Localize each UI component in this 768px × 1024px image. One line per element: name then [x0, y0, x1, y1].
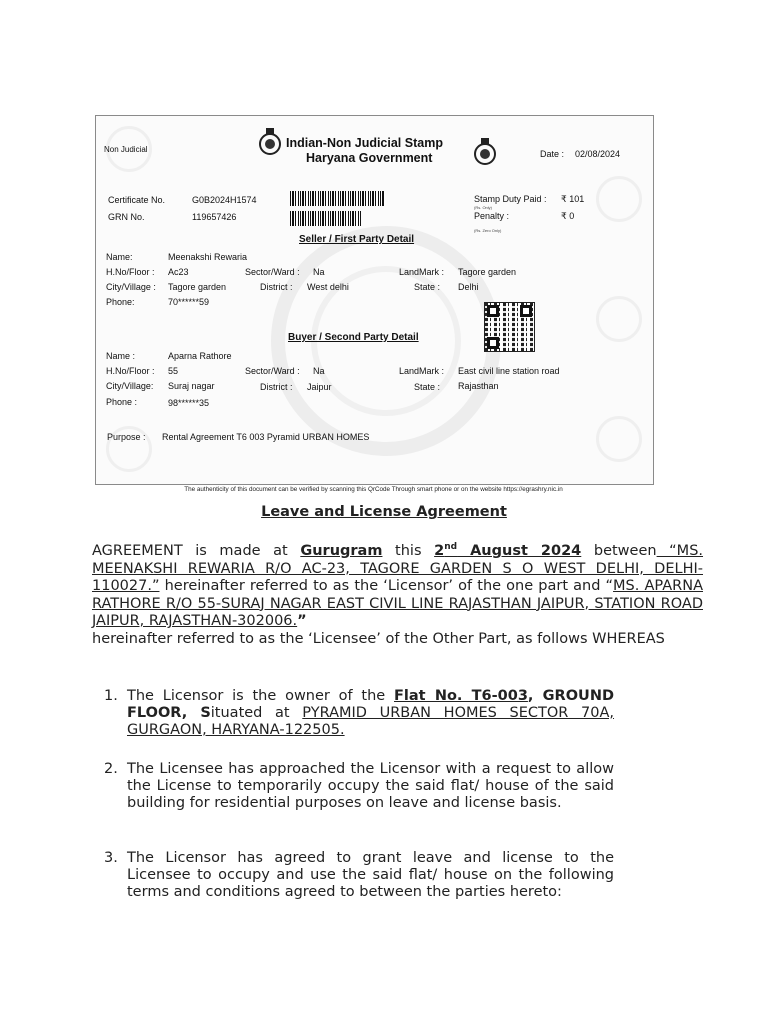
stamp-paper	[95, 115, 654, 485]
buyer-district: Jaipur	[307, 382, 332, 392]
intro-between: between	[581, 543, 657, 559]
watermark-emblem-small	[596, 176, 642, 222]
buyer-state: Rajasthan	[458, 381, 499, 391]
intro-this: this	[382, 543, 435, 559]
buyer-district-label: District :	[260, 382, 293, 392]
stamp-title-line1: Indian-Non Judicial Stamp	[286, 136, 443, 150]
stamp-duty-value: ₹ 101	[561, 194, 585, 204]
recital-text-part: The Licensor is the owner of the	[127, 688, 394, 704]
date-value: 02/08/2024	[575, 149, 621, 159]
penalty-label: Penalty :	[474, 211, 510, 221]
seller-hno-label: H.No/Floor :	[106, 267, 155, 277]
intro-text: AGREEMENT is made at	[92, 543, 301, 559]
stamp-duty-note: (Rs. Only)	[474, 205, 492, 210]
property-address: PYRAMID URBAN HOMES SECTOR 70A, GURGAON, HARYANA-122505.	[127, 705, 615, 738]
agreement-date	[434, 543, 581, 559]
seller-sector-label: Sector/Ward :	[245, 267, 300, 277]
recital-number: 3.	[104, 850, 118, 866]
stamp-type-label: Non Judicial	[104, 145, 148, 154]
grn-label: GRN No.	[108, 212, 145, 222]
purpose-label: Purpose :	[107, 432, 146, 442]
seller-name: Meenakshi Rewaria	[168, 252, 248, 262]
stamp-title-line2: Haryana Government	[306, 151, 433, 165]
licensor-party: “MS. MEENAKSHI REWARIA R/O AC-23, TAGORE GARDEN S O WEST DELHI, DELHI-110027.”	[92, 543, 704, 594]
watermark-emblem-small	[596, 416, 642, 462]
certificate-label: Certificate No.	[108, 195, 166, 205]
verification-caption: The authenticity of this document can be verified by scanning this QrCode Through smart phone or on the website https://egrashry.nic.in	[184, 486, 563, 493]
buyer-city: Suraj nagar	[168, 381, 215, 391]
seller-district-label: District :	[260, 282, 293, 292]
seller-city-label: City/Village :	[106, 282, 156, 292]
recital-number: 2.	[104, 761, 118, 777]
date-label: Date :	[540, 149, 565, 159]
place-name: Gurugram	[300, 543, 383, 559]
licensee-reference: hereinafter referred to as the ‘Licensee’ of the Other Part, as follows WHEREAS	[92, 630, 665, 647]
buyer-name: Aparna Rathore	[168, 351, 232, 361]
buyer-name-label: Name :	[106, 351, 136, 361]
floor-text: , GROUND FLOOR, S	[127, 688, 614, 721]
buyer-landmark: East civil line station road	[458, 366, 560, 376]
state-emblem-icon	[472, 136, 498, 166]
qr-finder	[520, 305, 532, 317]
recital-text: The Licensor has agreed to grant leave and license to the Licensee to occupy and use the said flat/ house on the following terms and conditions agreed to between the parties hereto:	[127, 850, 614, 900]
buyer-heading: Buyer / Second Party Detail	[288, 332, 419, 343]
recital-text-part: ituated at	[210, 705, 303, 721]
licensee-party: MS. APARNA RATHORE R/O 55-SURAJ NAGAR EAST CIVIL LINE RAJASTHAN JAIPUR, STATION ROAD JAIPUR, RAJASTHAN-302006.	[92, 578, 703, 629]
seller-landmark: Tagore garden	[458, 267, 517, 277]
purpose-value: Rental Agreement T6 003 Pyramid URBAN HOMES	[162, 432, 370, 442]
seller-hno: Ac23	[168, 267, 189, 277]
verification-qr-code[interactable]	[484, 302, 535, 352]
agreement-day-suffix: nd	[444, 542, 458, 553]
seller-district: West delhi	[307, 282, 349, 292]
buyer-city-label: City/Village:	[106, 381, 154, 391]
seller-heading: Seller / First Party Detail	[299, 234, 415, 245]
grn-value: 119657426	[192, 212, 237, 222]
certificate-value: G0B2024H1574	[192, 195, 257, 205]
buyer-phone: 98******35	[168, 398, 210, 408]
licensee-close-quote: ”	[297, 613, 307, 629]
seller-landmark-label: LandMark :	[399, 267, 445, 277]
seller-state: Delhi	[458, 282, 479, 292]
seller-phone-label: Phone:	[106, 297, 135, 307]
buyer-sector: Na	[313, 366, 325, 376]
penalty-value: ₹ 0	[561, 211, 575, 221]
penalty-note: (Rs. Zero Only)	[474, 228, 502, 233]
certificate-barcode	[290, 191, 385, 206]
seller-name-label: Name:	[106, 252, 133, 262]
licensor-reference: hereinafter referred to as the ‘Licensor’ of the one part and “	[159, 578, 614, 594]
buyer-hno-label: H.No/Floor :	[106, 366, 155, 376]
seller-state-label: State :	[414, 282, 441, 292]
buyer-state-label: State :	[414, 382, 441, 392]
buyer-landmark-label: LandMark :	[399, 366, 445, 376]
recital-text	[127, 688, 614, 739]
seller-city: Tagore garden	[168, 282, 227, 292]
qr-finder	[487, 305, 499, 317]
seller-sector: Na	[313, 267, 325, 277]
flat-number: Flat No. T6-003	[394, 688, 528, 704]
recital-text: The Licensee has approached the Licensor with a request to allow the License to temporarily occupy the said flat/ house of the said building for residential purposes on leave and license basis.	[127, 761, 614, 811]
seller-phone: 70******59	[168, 297, 210, 307]
agreement-day: 2	[434, 543, 445, 559]
state-emblem-icon	[257, 126, 283, 156]
buyer-hno: 55	[168, 366, 179, 376]
stamp-duty-label: Stamp Duty Paid :	[474, 194, 547, 204]
recital-number: 1.	[104, 688, 118, 704]
watermark-emblem-small	[596, 296, 642, 342]
agreement-month-year: August 2024	[457, 543, 582, 559]
agreement-intro-paragraph	[92, 543, 703, 648]
buyer-sector-label: Sector/Ward :	[245, 366, 300, 376]
agreement-heading: Leave and License Agreement	[261, 504, 507, 520]
grn-barcode	[290, 211, 361, 226]
buyer-phone-label: Phone :	[106, 397, 138, 407]
qr-finder	[487, 337, 499, 349]
